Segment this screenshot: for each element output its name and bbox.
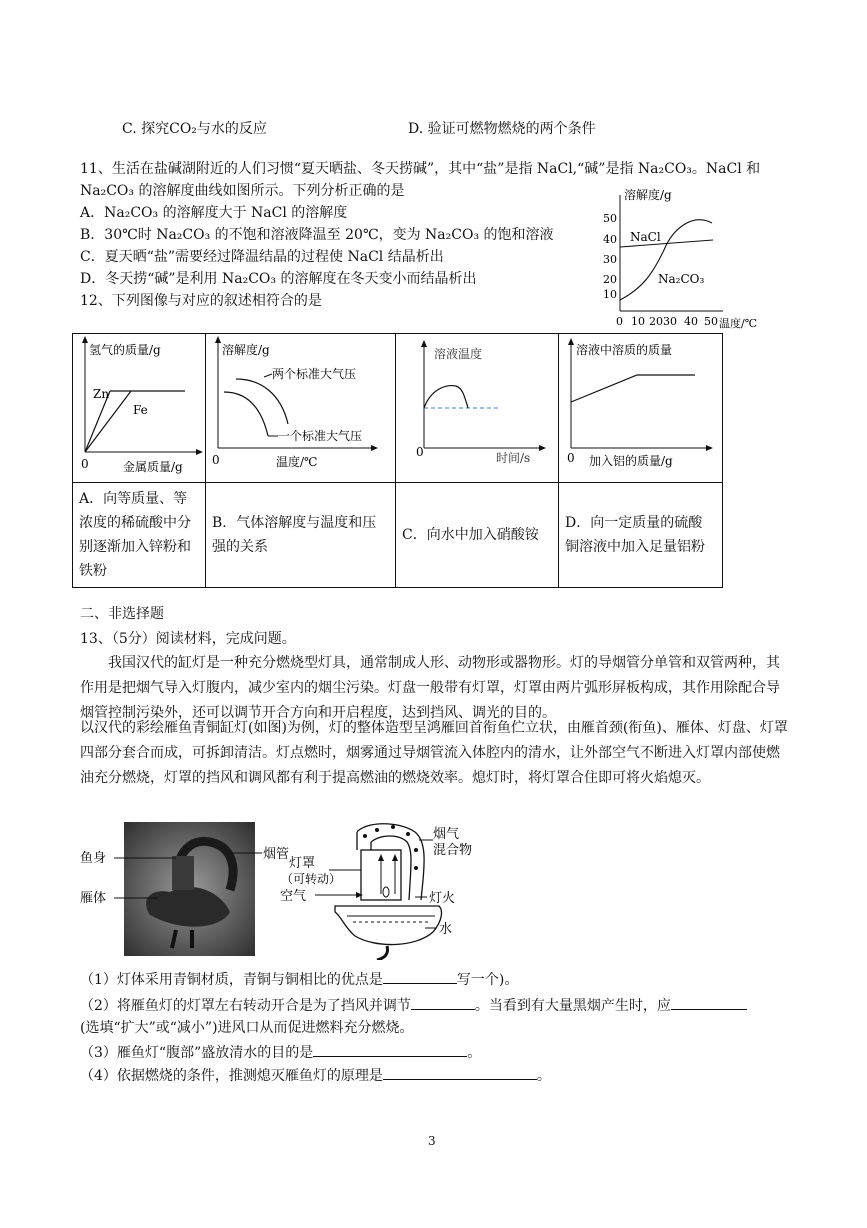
graph-c-origin: 0 — [416, 445, 424, 459]
label-dengzhao: 灯罩 — [289, 856, 316, 871]
label-shui: 水 — [439, 922, 453, 937]
q13-4-text: （4）依据燃烧的条件，推测熄灭雁鱼灯的原理是 — [80, 1068, 383, 1084]
graph-d — [559, 334, 721, 480]
q13-heading: 13、（5分）阅读材料，完成问题。 — [80, 631, 296, 647]
q13-2-text: （2）将雁鱼灯的灯罩左右转动开合是为了挡风并调节 — [80, 998, 411, 1014]
ytick-10: 10 — [603, 288, 617, 301]
q11-option-a: A．Na₂CO₃ 的溶解度大于 NaCl 的溶解度 — [80, 205, 348, 221]
q13-4-blank[interactable] — [383, 1064, 537, 1080]
xtick-50: 50 — [704, 315, 718, 328]
q13-1-blank[interactable] — [383, 968, 457, 984]
q10-option-c: C. 探究CO₂与水的反应 — [122, 121, 267, 137]
ytick-50: 50 — [603, 212, 617, 225]
graph-c — [396, 334, 556, 480]
q12-stem: 12、下列图像与对应的叙述相符合的是 — [80, 293, 322, 309]
graph-a-cell — [73, 334, 206, 483]
graph-a-origin: 0 — [81, 457, 89, 471]
graph-a-fe: Fe — [133, 403, 148, 417]
lamp-schematic — [275, 820, 515, 960]
solubility-ylabel: 溶解度/g — [624, 188, 672, 202]
q12-option-a: A．向等质量、等浓度的稀硫酸中分别逐渐加入锌粉和铁粉 — [73, 483, 206, 588]
q11-stem-line2: Na₂CO₃ 的溶解度曲线如图所示。下列分析正确的是 — [80, 183, 405, 199]
q12-option-d: D．向一定质量的硫酸铜溶液中加入足量铝粉 — [559, 483, 723, 588]
q13-3-blank[interactable] — [313, 1041, 467, 1057]
graph-d-cell — [559, 334, 723, 483]
graph-a-ylabel: 氢气的质量/g — [89, 343, 161, 357]
q13-2-blank-1[interactable] — [411, 994, 475, 1010]
label-kongqi: 空气 — [280, 889, 307, 904]
graph-b-origin: 0 — [212, 453, 220, 467]
label-yanti: 雁体 — [80, 891, 107, 906]
yanyu-lamp-figure — [80, 820, 295, 958]
label-yanqi: 烟气 — [433, 827, 460, 842]
graph-d-ylabel: 溶液中溶质的质量 — [576, 343, 673, 357]
solubility-xlabel: 温度/℃ — [719, 317, 758, 330]
q13-paragraph-2: 以汉代的彩绘雁鱼青铜缸灯(如图)为例，灯的整体造型呈鸿雁回首衔鱼伫立状，由雁首颈(衔鱼)、雁体、灯盘、灯罩四部分套合而成，可拆卸清洁。灯点燃时，烟雾通过导烟管流入体腔内的清水，让外部空气不断进入灯罩内部使燃油充分燃烧，灯罩的挡风和调风都有利于提高燃油的燃烧效率。熄灯时，将灯罩合住即可将火焰熄灭。 — [80, 720, 788, 786]
xtick-40: 40 — [684, 315, 698, 328]
label-yushen: 鱼身 — [80, 851, 107, 866]
label-kezhuandong: （可转动） — [281, 872, 342, 886]
ytick-20: 20 — [603, 273, 617, 286]
q13-paragraph-1: 我国汉代的缸灯是一种充分燃烧型灯具，通常制成人形、动物形或器物形。灯的导烟管分单管和双管两种，其作用是把烟气导入灯腹内，减少室内的烟尘污染。灯盘一般带有灯罩，灯罩由两片弧形屏板构成，其作用除配合导烟管控制污染外，还可以调节开合方向和开启程度，达到挡风、调光的目的。 — [80, 655, 780, 721]
graph-c-xlabel: 时间/s — [496, 451, 531, 465]
q13-2-line2: (选填“扩大”或“减小”)进风口从而促进燃料充分燃烧。 — [80, 1020, 414, 1036]
q11-option-b: B．30℃时 Na₂CO₃ 的不饱和溶液降温至 20℃，变为 Na₂CO₃ 的饱和溶液 — [80, 227, 554, 243]
q13-1-tail: 写一个)。 — [456, 972, 519, 988]
q11-option-d: D．冬天捞“碱”是利用 Na₂CO₃ 的溶解度在冬天变小而结晶析出 — [80, 271, 477, 287]
q13-1-text: （1）灯体采用青铜材质，青铜与铜相比的优点是 — [80, 972, 383, 988]
graph-d-origin: 0 — [567, 451, 575, 465]
q12-option-c: C．向水中加入硝酸铵 — [396, 483, 559, 588]
graph-b-cell — [206, 334, 396, 483]
page-number: 3 — [428, 1134, 436, 1148]
xtick-0: 0 — [616, 315, 623, 328]
graph-a-zn: Zn — [93, 387, 110, 401]
graph-a-xlabel: 金属质量/g — [123, 460, 183, 474]
nacl-label: NaCl — [630, 230, 661, 244]
graph-b-xlabel: 温度/℃ — [276, 455, 318, 469]
ytick-30: 30 — [603, 253, 617, 266]
graph-a — [73, 334, 203, 480]
ytick-40: 40 — [603, 233, 617, 246]
graph-c-ylabel: 溶液温度 — [434, 347, 483, 361]
graph-b-lower-label: 一个标准大气压 — [278, 429, 363, 443]
label-hunhewu: 混合物 — [433, 843, 473, 858]
q13-3-text: （3）雁鱼灯“腹部”盛放清水的目的是 — [80, 1045, 314, 1061]
q13-2-mid: 。当看到有大量黑烟产生时，应 — [474, 998, 671, 1014]
q13-2-blank-2[interactable] — [671, 994, 747, 1010]
q12-options-table — [72, 333, 723, 588]
q13-4-tail: 。 — [536, 1068, 551, 1084]
solubility-chart — [598, 183, 778, 333]
label-yanguan: 烟管 — [263, 847, 290, 862]
graph-b-upper-label: 两个标准大气压 — [272, 367, 357, 381]
xtick-2030: 2030 — [649, 315, 677, 328]
q12-option-b: B．气体溶解度与温度和压强的关系 — [206, 483, 396, 588]
na2co3-label: Na₂CO₃ — [658, 272, 705, 286]
q11-stem-line1: 11、生活在盐碱湖附近的人们习惯“夏天晒盐、冬天捞碱”，其中“盐”是指 NaCl,“碱”是指 Na₂CO₃。NaCl 和 — [80, 161, 761, 177]
graph-b-ylabel: 溶解度/g — [222, 343, 270, 357]
q13-3-tail: 。 — [467, 1045, 482, 1061]
q11-option-c: C．夏天晒“盐”需要经过降温结晶的过程使 NaCl 结晶析出 — [80, 249, 444, 265]
q10-option-d: D. 验证可燃物燃烧的两个条件 — [408, 121, 596, 137]
graph-b — [206, 334, 394, 480]
label-denghuo: 灯火 — [429, 891, 456, 906]
graph-d-xlabel: 加入铝的质量/g — [589, 454, 673, 468]
section2-title: 二、非选择题 — [80, 606, 164, 622]
graph-c-cell — [396, 334, 559, 483]
xtick-10: 10 — [631, 315, 645, 328]
